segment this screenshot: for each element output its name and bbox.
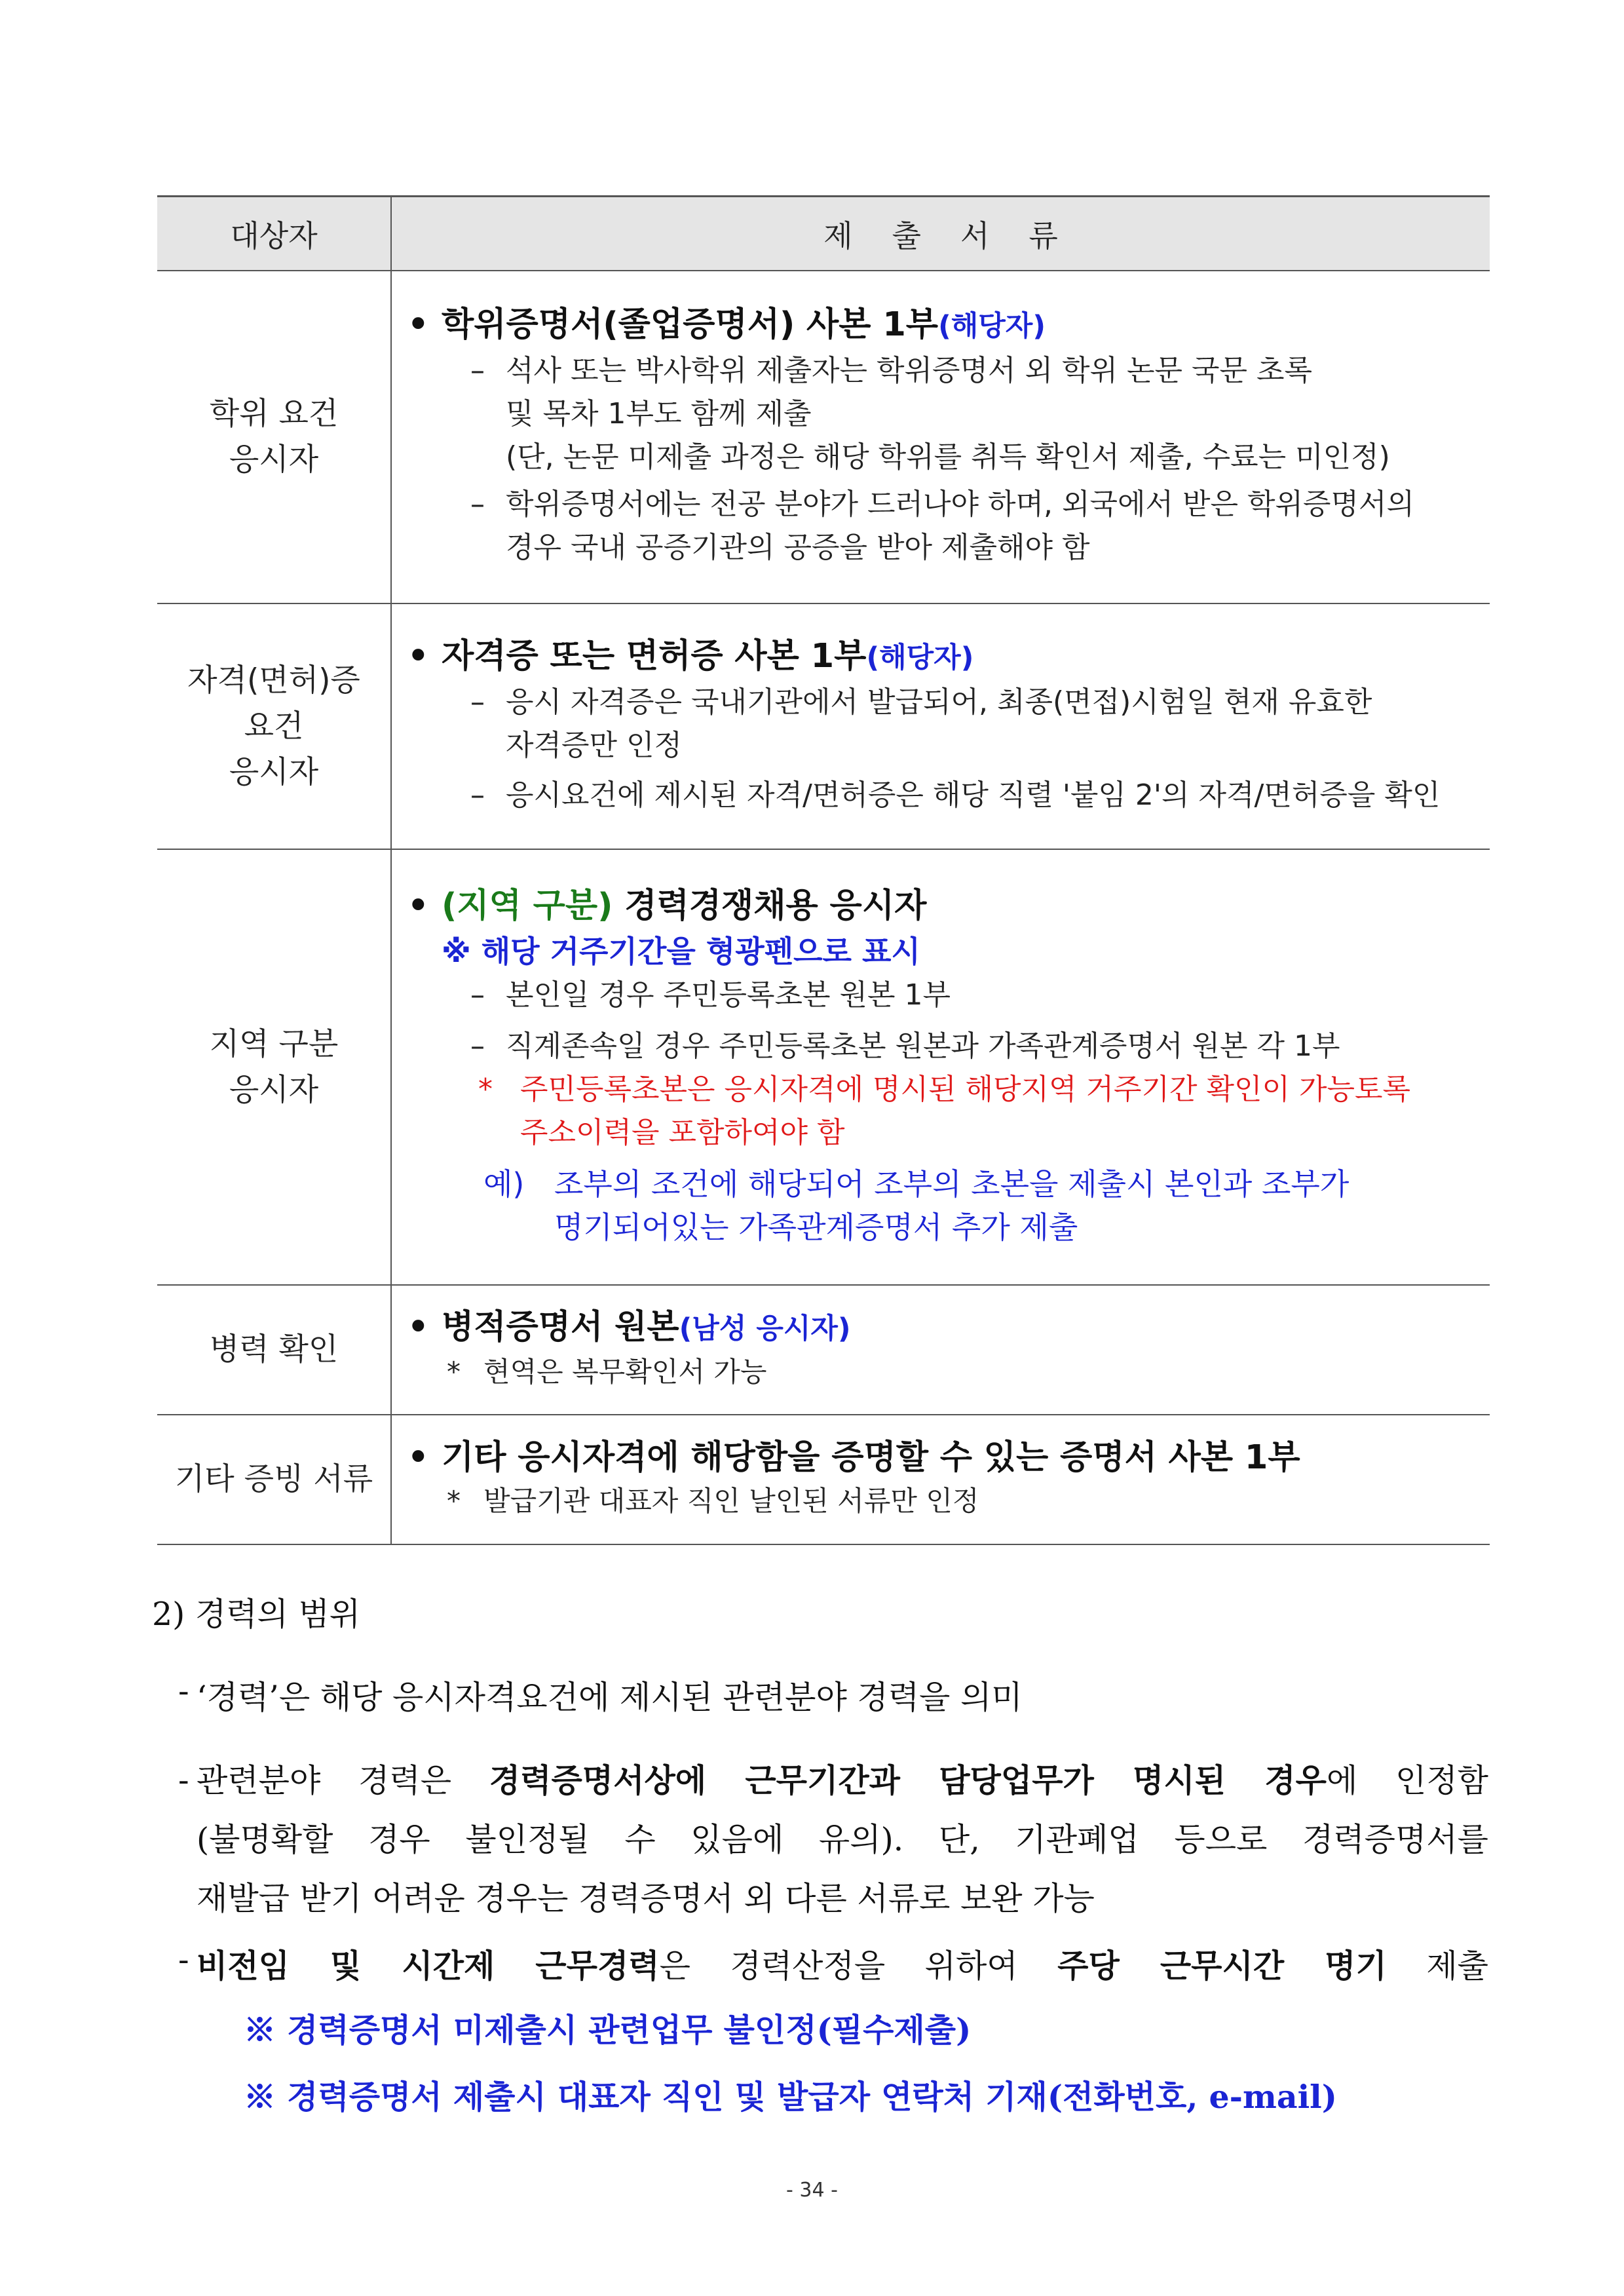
table-row (157, 603, 1490, 849)
paragraph-part-time: - 비전임 및 시간제 근무경력은 경력산정을 위하여 주당 근무시간 명기 제출 (197, 1941, 1488, 1987)
example-note: 예) 조부의 조건에 해당되어 조부의 초본을 제출시 본인과 조부가 (483, 1166, 1350, 1202)
row-documents (391, 1415, 1490, 1544)
paragraph-line: 비전임 및 시간제 근무경력은 경력산정을 위하여 주당 근무시간 명기 제출 (197, 1947, 1489, 1985)
detail-continuation: 및 목차 1부도 함께 제출 (506, 397, 812, 430)
red-note-continuation: 주소이력을 포함하여야 함 (520, 1115, 845, 1149)
document-bullet: • 기타 응시자격에 해당함을 증명할 수 있는 증명서 사본 1부 (407, 1438, 1300, 1477)
header-documents (391, 197, 1490, 271)
document-bullet: • 병적증명서 원본(남성 응시자) (407, 1308, 851, 1347)
region-label: (지역 구분) (442, 886, 613, 925)
required-documents-table (157, 195, 1490, 1545)
subject-line: 응시자 (229, 442, 319, 478)
paragraph-line: (불명확할 경우 불인정될 수 있음에 유의). 단, 기관폐업 등으로 경력증명서를 (197, 1821, 1488, 1858)
paragraph-line: 관련분야 경력은 경력증명서상에 근무기간과 담당업무가 명시된 경우에 인정함 (197, 1761, 1488, 1799)
subject-line: 응시자 (229, 1071, 319, 1108)
table-row (157, 849, 1490, 1285)
subject-line: 응시자 (229, 754, 319, 790)
detail-continuation: 경우 국내 공증기관의 공증을 받아 제출해야 함 (506, 531, 1090, 564)
example-note-continuation: 명기되어있는 가족관계증명서 추가 제출 (554, 1209, 1078, 1245)
row-documents (391, 271, 1490, 603)
detail-item: – 직계존속일 경우 주민등록초본 원본과 가족관계증명서 원본 각 1부 (470, 1029, 1340, 1063)
row-subject (157, 849, 391, 1285)
detail-item: – 응시 자격증은 국내기관에서 발급되어, 최종(면접)시험일 현재 유효한 (470, 685, 1372, 719)
page-number: - 34 - (786, 2179, 838, 2202)
bullet-note: (남성 응시자) (679, 1312, 851, 1345)
document-bullet: • 자격증 또는 면허증 사본 1부(해당자) (407, 636, 974, 676)
table-row (157, 1285, 1490, 1415)
bullet-text: 경력경쟁채용 응시자 (624, 886, 927, 925)
warning-note: ※ 경력증명서 미제출시 관련업무 불인정(필수제출) (244, 2011, 972, 2049)
subject-line: 학위 요건 (209, 396, 339, 432)
detail-item: – 본인일 경우 주민등록초본 원본 1부 (470, 978, 951, 1012)
section-title: 2) 경력의 범위 (152, 1596, 361, 1633)
warning-note: ※ 경력증명서 제출시 대표자 직인 및 발급자 연락처 기재(전화번호, e-mail) (244, 2078, 1337, 2116)
table-row (157, 1415, 1490, 1544)
detail-item: – 학위증명서에는 전공 분야가 드러나야 하며, 외국에서 받은 학위증명서의 (470, 488, 1415, 521)
star-note: * 현역은 복무확인서 가능 (447, 1356, 767, 1388)
detail-continuation: (단, 논문 미제출 과정은 해당 학위를 취득 확인서 제출, 수료는 미인정) (506, 440, 1390, 474)
row-subject (157, 603, 391, 849)
row-documents (391, 603, 1490, 849)
table-header-row (157, 197, 1490, 271)
header-subject: 대상자 (157, 197, 391, 271)
paragraph-line: 재발급 받기 어려운 경우는 경력증명서 외 다른 서류로 보완 가능 (197, 1880, 1095, 1917)
paragraph-career-meaning: - ‘경력’은 해당 응시자격요건에 제시된 관련분야 경력을 의미 (178, 1672, 1023, 1716)
bullet-note: (해당자) (866, 641, 974, 674)
bullet-text: 병적증명서 원본 (442, 1308, 679, 1347)
bullet-text: 학위증명서(졸업증명서) 사본 1부 (442, 305, 939, 344)
bullet-text: 자격증 또는 면허증 사본 1부 (442, 636, 867, 676)
table-row (157, 271, 1490, 603)
row-subject (157, 1415, 391, 1544)
detail-item: – 응시요건에 제시된 자격/면허증은 해당 직렬 '붙임 2'의 자격/면허증을 확인 (470, 778, 1441, 812)
paragraph-career-recognition: - 관련분야 경력은 경력증명서상에 근무기간과 담당업무가 명시된 경우에 인정함 (불명확할 경우 불인정될 수 있음에 유의). 단, 기관폐업 등으로 경력증명서를 재발급 받기 어려운 경우는 경력증명서 외 다른 서류로 보완 가능 (197, 1751, 1488, 1928)
bullet-note: (해당자) (938, 310, 1046, 343)
red-note: * 주민등록초본은 응시자격에 명시된 해당지역 거주기간 확인이 가능토록 (478, 1072, 1411, 1106)
subject-line: 병력 확인 (209, 1331, 339, 1368)
subject-line: 기타 증빙 서류 (174, 1461, 373, 1497)
subject-line: 자격(면허)증 (187, 662, 360, 698)
subject-line: 요건 (244, 708, 304, 744)
highlight-note: ※ 해당 거주기간을 형광펜으로 표시 (442, 933, 920, 969)
row-documents (391, 1285, 1490, 1415)
row-documents (391, 849, 1490, 1285)
header-documents-label: 제출서류 (823, 218, 1097, 254)
subject-line: 지역 구분 (209, 1025, 339, 1062)
row-subject (157, 1285, 391, 1415)
detail-item: – 석사 또는 박사학위 제출자는 학위증명서 외 학위 논문 국문 초록 (470, 354, 1312, 387)
row-subject (157, 271, 391, 603)
document-bullet: • (지역 구분) 경력경쟁채용 응시자 (407, 886, 927, 925)
document-bullet: • 학위증명서(졸업증명서) 사본 1부(해당자) (407, 305, 1046, 344)
bullet-text: 기타 응시자격에 해당함을 증명할 수 있는 증명서 사본 1부 (442, 1438, 1300, 1477)
detail-continuation: 자격증만 인정 (506, 728, 683, 762)
star-note: * 발급기관 대표자 직인 날인된 서류만 인정 (447, 1485, 979, 1517)
